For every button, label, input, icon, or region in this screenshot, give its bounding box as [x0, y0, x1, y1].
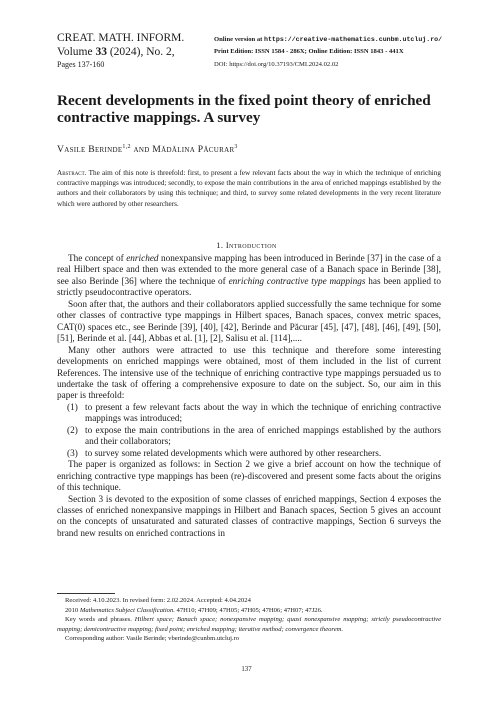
author-1: Vasile Berinde [57, 144, 123, 156]
journal-name: CREAT. MATH. INFORM. [57, 32, 185, 44]
abstract-text: The aim of this note is threefold: first, to present a few relevant facts about the way in which the technique of enriching contractive mappings was introduced; secondly, to expose the main contributions in the area of enriched mappings established by the authors and their collaborators by using this technique; and third, to survey some related developments in the very recent literature which were authored by other researchers. [57, 169, 441, 208]
volume-number: 33 [95, 46, 107, 58]
paragraph-1: The concept of enriched nonexpansive mapping has been introduced in Berinde [37] in the case of a real Hilbert space and then was extended to the more general case of a Banach space in Berinde [38], see also Berinde [36] where the technique of enriching contractive type mappings has been applied to strictly pseudocontractive operators. [57, 254, 441, 299]
keywords: Key words and phrases. Hilbert space; Banach space; nonexpansive mapping; quasi nonexpansive mapping; strictly pseudocontractive mapping; demicontractive mapping; fixed point; enriched mapping; iterative method; convergence theorem. [57, 616, 442, 633]
list-item: (3) to survey some related developments which were authored by other researchers. [67, 448, 382, 459]
author-list: Vasile Berinde$^{1,2}$ and Mădălina Păcurar$^3$ [57, 144, 238, 156]
paragraph-4: The paper is organized as follows: in Section 2 we give a brief account on how the technique of enriching contractive type mappings has been (re)-discovered and present some facts about the origins of this technique. [57, 460, 441, 494]
list-item: (1) to present a few relevant facts about the way in which the technique of enriching contractive mappings was introduced; [67, 402, 441, 425]
paper-title: Recent developments in the fixed point theory of enriched contractive mappings. A survey [57, 92, 431, 126]
journal-header [57, 31, 184, 71]
issn-info: Print Edition: ISSN 1584 - 286X; Online Edition: ISSN 1843 - 441X [214, 48, 404, 56]
aims-list [57, 403, 441, 460]
list-item: (2) to expose the main contributions in the area of enriched mappings established by the authors and their collaborators; [67, 425, 441, 448]
volume-info: Volume 33 (2024), No. 2, [57, 46, 175, 58]
paragraph-3: Many other authors were attracted to use this technique and therefore some interesting developments on enriched mappings were obtained, most of them included in the list of current References. The intensive use of the technique of enriching contractive type mappings persuaded us to undertake the task of offering a comprehensive exposure to date on the subject. So, our aim in this paper is threefold: [57, 345, 441, 402]
paragraph-5: Section 3 is devoted to the exposition of some classes of enriched mappings, Section 4 exposes the classes of enriched nonexpansive mappings in Hilbert and Banach spaces, Section 5 gives an account on the concepts of unsaturated and saturated classes of contractive mappings, Section 6 surveys the brand new results on enriched contractions in [57, 494, 441, 539]
page-range: Pages 137-160 [57, 60, 105, 69]
doi-link[interactable]: DOI: https://doi.org/10.37193/CMI.2024.02.02 [214, 60, 339, 68]
received-dates: Received: 4.10.2023. In revised form: 2.02.2024. Accepted: 4.04.2024 [65, 597, 251, 604]
footnote-rule [57, 593, 115, 594]
page-number: 137 [241, 666, 252, 673]
publication-info [214, 34, 442, 71]
introduction-body [57, 254, 441, 540]
online-url-link[interactable]: https://creative-mathematics.cunbm.utcluj.ro/ [264, 36, 443, 43]
paragraph-2: Soon after that, the authors and their collaborators applied successfully the same technique for some other classes of contractive type mappings in Hilbert spaces, Banach spaces, convex metric spaces, CAT(0) spaces etc., see Berinde [39], [40], [42], Berinde and Păcurar [45], [47], [48], [46], [49], [50], [51], Berinde et al. [44], Abbas et al. [1], [2], Salisu et al. [114],.... [57, 299, 441, 345]
online-version: Online version at https://creative-mathematics.cunbm.utcluj.ro/ [214, 36, 443, 43]
abstract-label: Abstract. [57, 169, 87, 177]
footnotes [57, 596, 441, 644]
corresponding-author: Corresponding author: Vasile Berinde; vberinde@cunbm.utcluj.ro [65, 635, 240, 643]
author-2: Mădălina Păcurar [152, 144, 235, 156]
section-heading-introduction: 1. Introduction [216, 241, 277, 250]
msc-classification: 2010 Mathematics Subject Classification. 47H10; 47H09; 47H05; 47H05; 47H06; 47H07; 47J26. [65, 606, 323, 614]
abstract [57, 168, 441, 209]
